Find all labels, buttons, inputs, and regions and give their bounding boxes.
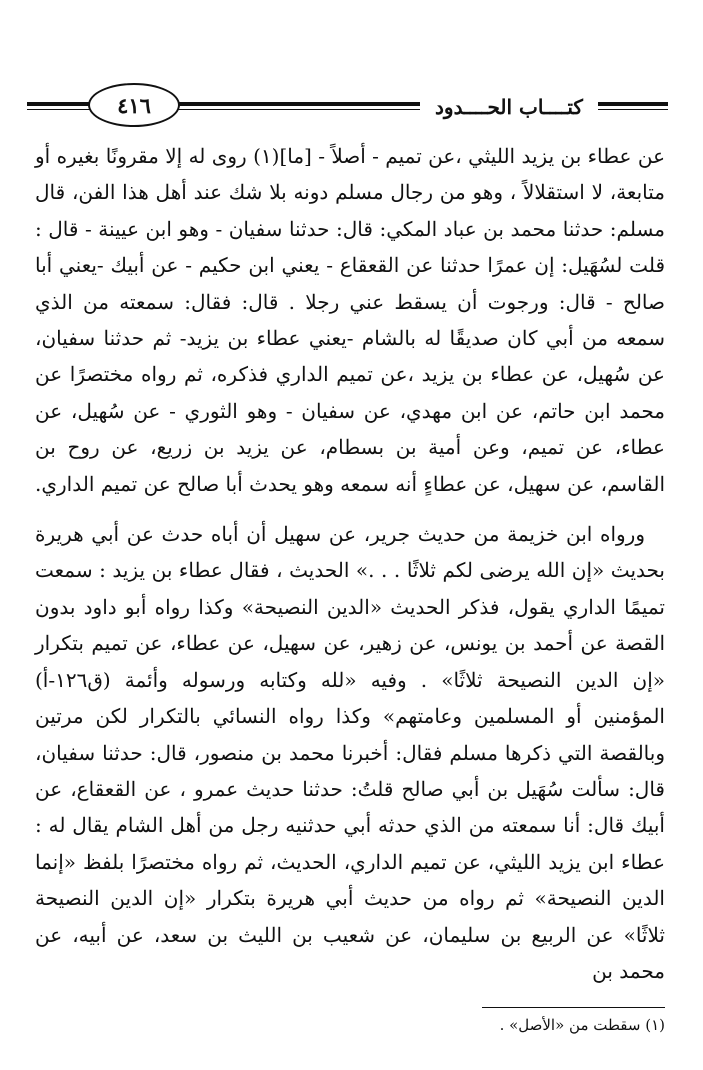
footnote: (١) سقطت من «الأصل» .: [499, 1016, 665, 1034]
paragraph-1: عن عطاء بن يزيد الليثي ،عن تميم - أصلاً - [ما](١) روى له إلا مقرونًا بغيره أو متابعة، لا استقلالاً ، وهو من رجال مسلم دونه بلا شك عند أهل هذا الفن، قال مسلم: حدثنا محمد بن عباد المكي: قال: حدثنا سفيان - وهو ابن عيينة - قال : قلت لسُهَيل: إن عمرًا حدثنا عن القعقاع - يعني ابن حكيم - عن أبيك -يعني أبا صالح - قال: ورجوت أن يسقط عني رجلا . قال: فقال: سمعته من الذي سمعه من أبي كان صديقًا له بالشام -يعني عطاء بن يزيد- ثم حدثنا سفيان، عن سُهيل، عن عطاء بن يزيد ،عن تميم الداري فذكره، ثم رواه مختصرًا عن محمد ابن حاتم، عن ابن مهدي، عن سفيان - وهو الثوري - عن سُهيل، عن عطاء، عن تميم، وعن أمية بن بسطام، عن يزيد بن زريع، عن روح بن القاسم، عن سهيل، عن عطاءٍ أنه سمعه وهو يحدث أبا صالح عن تميم الداري.: [35, 144, 666, 496]
running-title: كتــــاب الحــــدود: [420, 90, 598, 124]
main-text: [35, 138, 665, 989]
header-rule-left-thin: [27, 109, 90, 110]
page-number-oval: [88, 83, 180, 127]
paragraph-2: ورواه ابن خزيمة من حديث جرير، عن سهيل أن أباه حدث عن أبي هريرة بحديث «إن الله يرضى لكم ثلاثًا . . .» الحديث ، فقال عطاء بن يزيد : سمعت تميمًا الداري يقول، فذكر الحديث «الدين النصيحة» وكذا رواه أبو داود بدون القصة عن أحمد بن يونس، عن زهير، عن سهيل، عن عطاء، عن تميم بتكرار «إن الدين النصيحة ثلاثًا» . وفيه «لله وكتابه ورسوله وأئمة (ق١٢٦-أ) المؤمنين أو المسلمين وعامتهم» وكذا رواه النسائي بالتكرار لكن مرتين وبالقصة التي ذكرها مسلم فقال: أخبرنا محمد بن منصور، قال: حدثنا سفيان، قال: سألت سُهَيل بن أبي صالح قلتُ: حدثنا حديث عمرو ، عن القعقاع، عن أبيك قال: أنا سمعته من الذي حدثه أبي حدثنيه رجل من أهل الشام يقال له : عطاء ابن يزيد الليثي، عن تميم الداري، الحديث، ثم رواه مختصرًا بلفظ «إنما الدين النصيحة» ثم رواه من حديث أبي هريرة بتكرار «إن الدين النصيحة ثلاثًا» عن الربيع بن سليمان، عن شعيب بن الليث بن سعد، عن أبيه، عن محمد بن: [35, 522, 666, 983]
page-number: ٤١٦: [117, 92, 151, 118]
footnote-separator: [482, 1007, 665, 1008]
page-header: [0, 0, 703, 140]
header-rule-left-thick: [27, 102, 90, 106]
